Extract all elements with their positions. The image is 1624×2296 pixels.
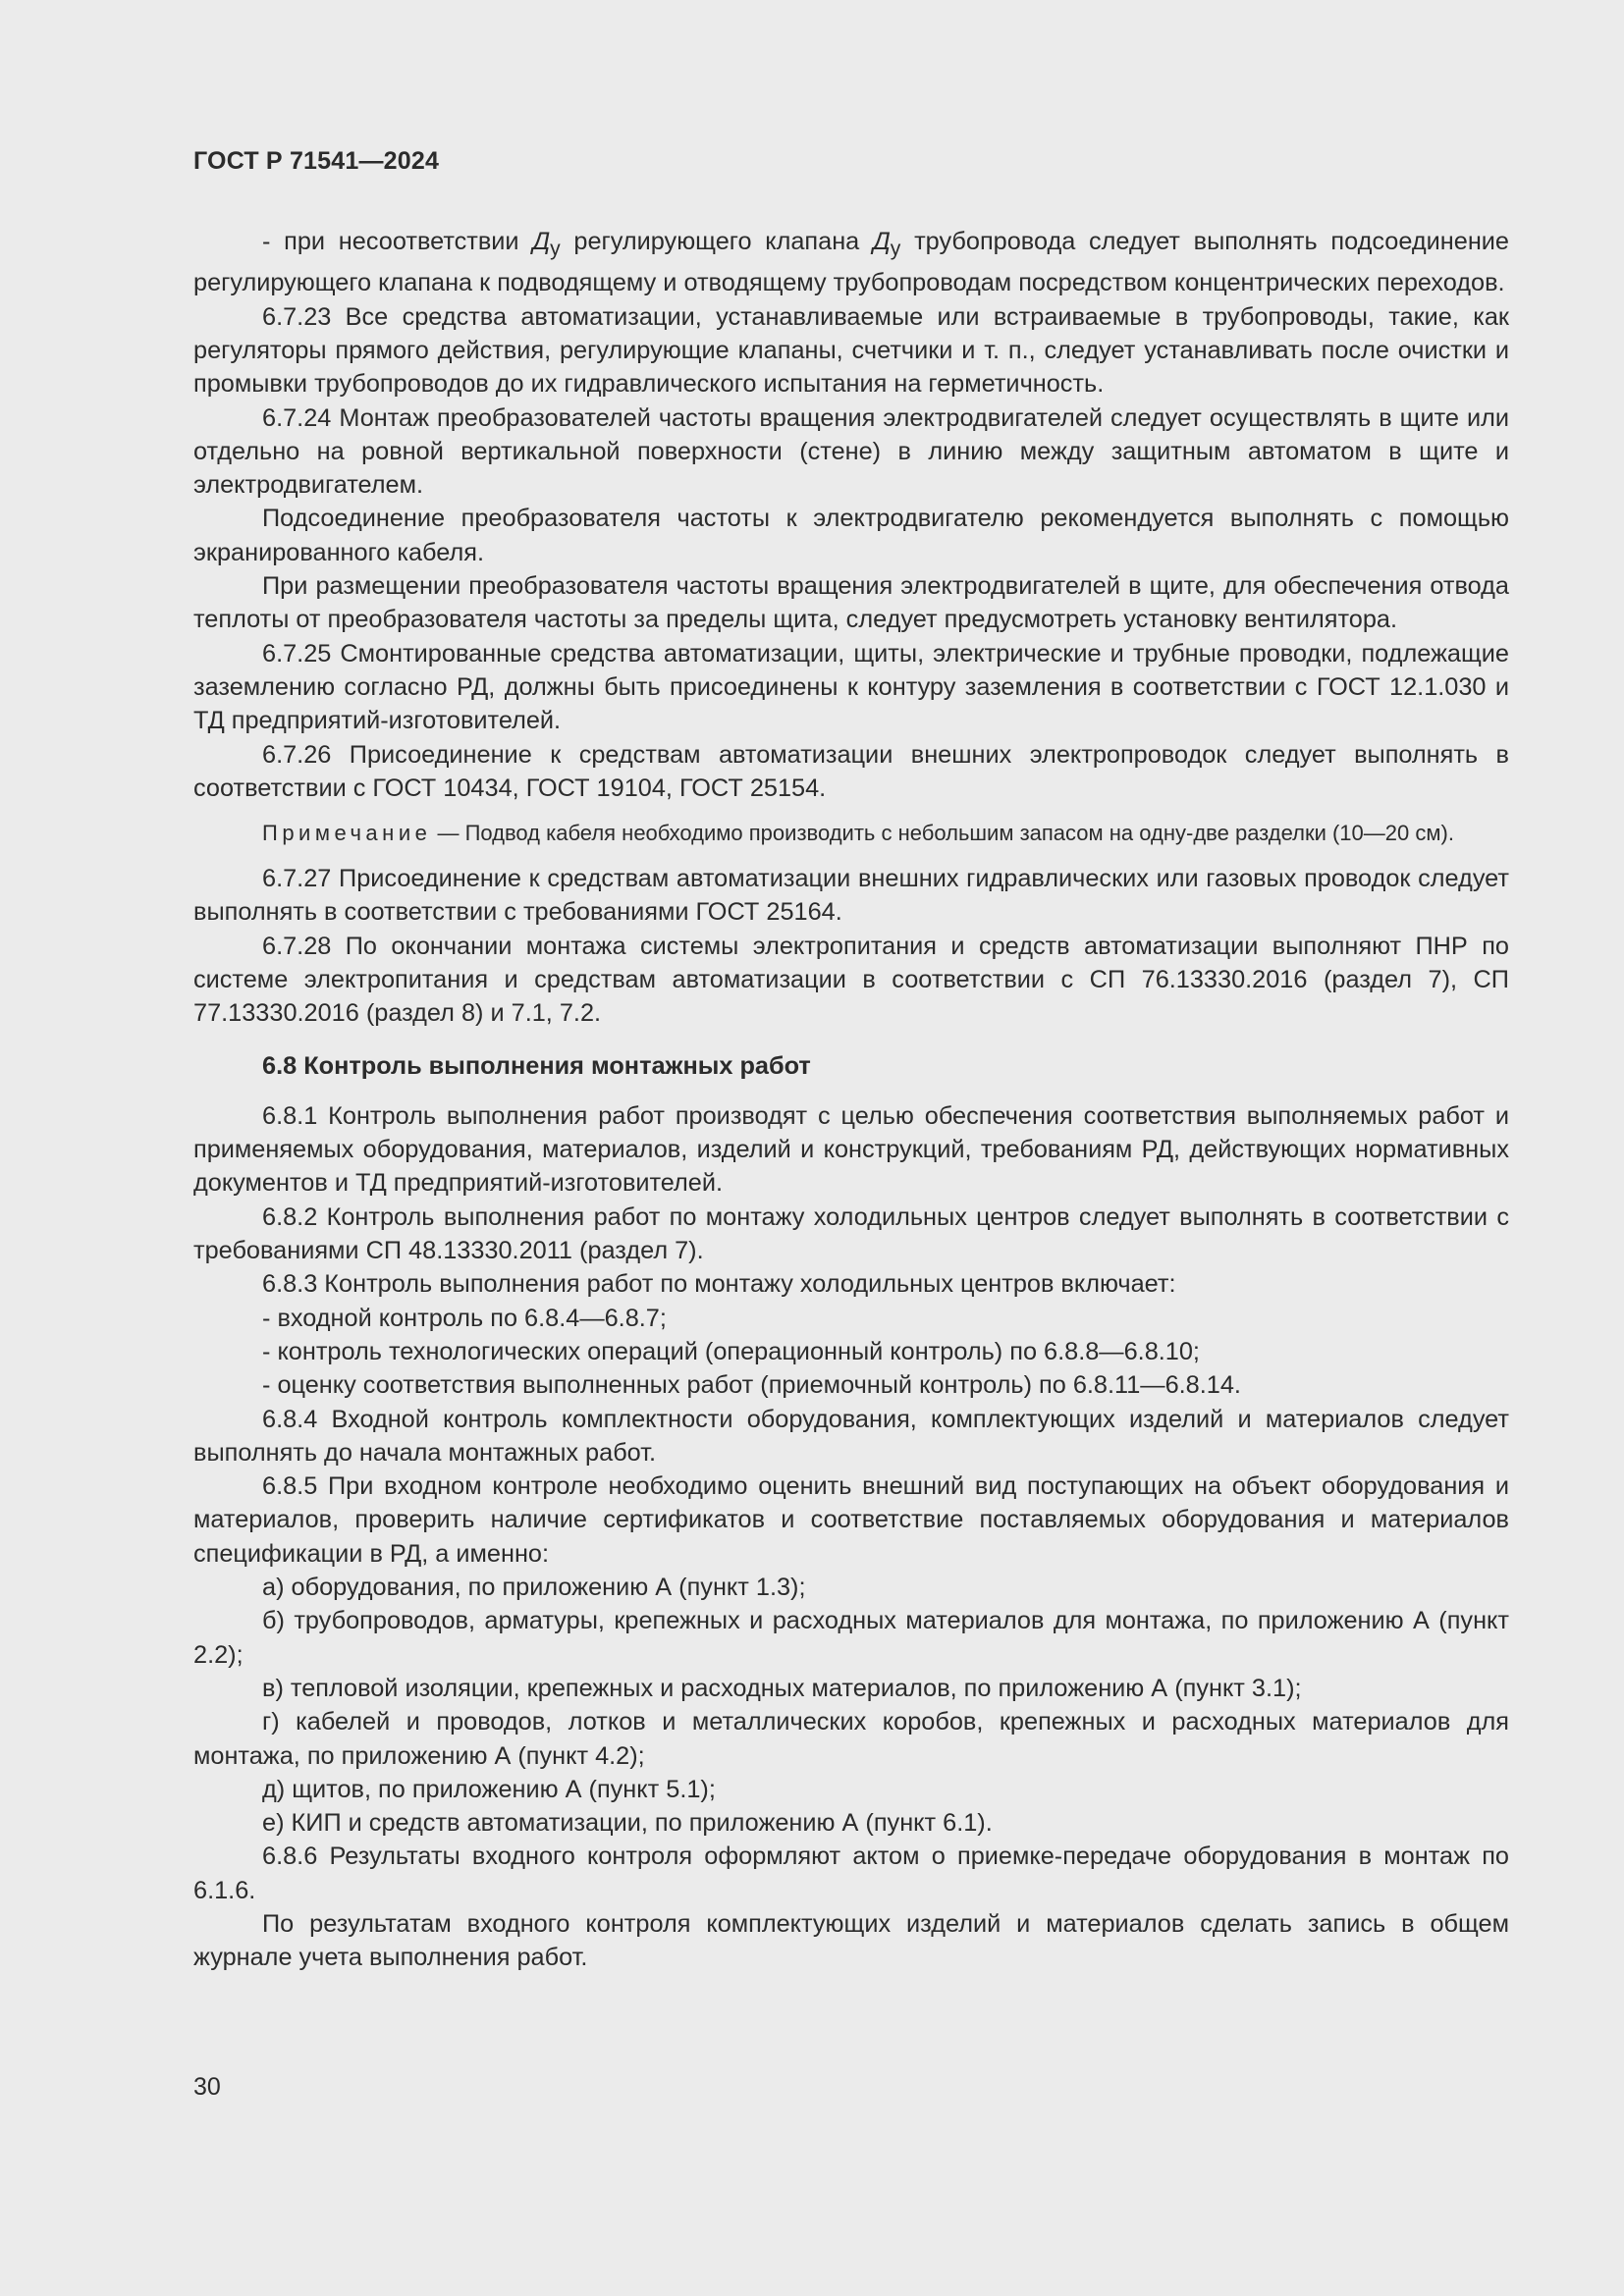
clause-6-7-27: 6.7.27 Присоединение к средствам автоматизации внешних гидравлических или газовых проводок следует выполнять в соответствии с требованиями ГОСТ 25164. <box>193 865 1509 927</box>
du-symbol: Д <box>532 228 551 255</box>
clause-6-8-4: 6.8.4 Входной контроль комплектности оборудования, комплектующих изделий и материалов следует выполнять до начала монтажных работ. <box>193 1405 1509 1467</box>
paragraph <box>193 225 1509 300</box>
paragraph: При размещении преобразователя частоты вращения электродвигателей в щите, для обеспечения отвода теплоты от преобразователя частоты за пределы щита, следует предусмотреть установку вентилятора. <box>193 572 1509 634</box>
document-body <box>193 225 1509 1975</box>
clause-6-8-5: 6.8.5 При входном контроле необходимо оценить внешний вид поступающих на объект оборудования и материалов, проверить наличие сертификатов и соответствие поставляемых оборудования и материалов спецификации в РД, а именно: <box>193 1472 1509 1568</box>
list-item: д) щитов, по приложению А (пункт 5.1); <box>262 1775 716 1803</box>
text-span: - при несоответствии <box>262 228 533 255</box>
clause-6-7-26: 6.7.26 Присоединение к средствам автоматизации внешних электропроводок следует выполнять в соответствии с ГОСТ 10434, ГОСТ 19104, ГОСТ 25154. <box>193 740 1509 802</box>
note <box>193 819 1509 848</box>
list-item: - входной контроль по 6.8.4—6.8.7; <box>262 1304 667 1332</box>
document-header: ГОСТ Р 71541—2024 <box>193 147 440 175</box>
text-span: регулирующего клапана <box>560 228 873 255</box>
note-label: Примечание <box>262 821 432 846</box>
clause-6-7-23: 6.7.23 Все средства автоматизации, устанавливаемые или встраиваемые в трубопроводы, такие, как регуляторы прямого действия, регулирующие клапаны, счетчики и т. п., следует устанавливать после очистки и промывки трубопроводов до их гидравлического испытания на герметичность. <box>193 302 1509 399</box>
clause-6-8-2: 6.8.2 Контроль выполнения работ по монтажу холодильных центров следует выполнять в соответствии с требованиями СП 48.13330.2011 (раздел 7). <box>193 1202 1509 1265</box>
list-item: е) КИП и средств автоматизации, по приложению А (пункт 6.1). <box>262 1809 993 1838</box>
clause-6-7-25: 6.7.25 Смонтированные средства автоматизации, щиты, электрические и трубные проводки, подлежащие заземлению согласно РД, должны быть присоединены к контуру заземления в соответствии с ГОСТ 12.1.030 и ТД предприятий-изготовителей. <box>193 639 1509 735</box>
list-item: г) кабелей и проводов, лотков и металлических коробов, крепежных и расходных материалов для монтажа, по приложению А (пункт 4.2); <box>193 1708 1509 1770</box>
clause-6-8-1: 6.8.1 Контроль выполнения работ производят с целью обеспечения соответствия выполняемых работ и применяемых оборудования, материалов, изделий и конструкций, требованиям РД, действующих нормативных документов и ТД предприятий-изготовителей. <box>193 1101 1509 1198</box>
du-subscript: у <box>890 238 901 261</box>
clause-6-7-28: 6.7.28 По окончании монтажа системы электропитания и средств автоматизации выполняют ПНР по системе электропитания и средствам автоматизации в соответствии с СП 76.13330.2016 (раздел 7), СП 77.13330.2016 (раздел 8) и 7.1, 7.2. <box>193 932 1509 1028</box>
note-text: — Подвод кабеля необходимо производить с небольшим запасом на одну-две разделки (10—20 см). <box>431 821 1454 846</box>
list-item: в) тепловой изоляции, крепежных и расходных материалов, по приложению А (пункт 3.1); <box>262 1674 1302 1702</box>
list-item: - оценку соответствия выполненных работ (приемочный контроль) по 6.8.11—6.8.14. <box>262 1371 1241 1400</box>
clause-6-7-24: 6.7.24 Монтаж преобразователей частоты вращения электродвигателей следует осуществлять в щите или отдельно на ровной вертикальной поверхности (стене) в линию между защитным автоматом в щите и электродвигателем. <box>193 403 1509 500</box>
clause-6-8-6: 6.8.6 Результаты входного контроля оформляют актом о приемке-передаче оборудования в монтаж по 6.1.6. <box>193 1842 1509 1904</box>
paragraph: Подсоединение преобразователя частоты к электродвигателю рекомендуется выполнять с помощью экранированного кабеля. <box>193 505 1509 566</box>
page-number: 30 <box>193 2073 221 2101</box>
list-item: б) трубопроводов, арматуры, крепежных и расходных материалов для монтажа, по приложению А (пункт 2.2); <box>193 1607 1509 1669</box>
du-subscript: у <box>550 238 561 261</box>
section-heading: 6.8 Контроль выполнения монтажных работ <box>262 1051 811 1080</box>
du-symbol: Д <box>872 228 891 255</box>
paragraph: По результатам входного контроля комплектующих изделий и материалов сделать запись в общем журнале учета выполнения работ. <box>193 1910 1509 1972</box>
list-item: - контроль технологических операций (операционный контроль) по 6.8.8—6.8.10; <box>262 1337 1200 1365</box>
text-span: трубопровода следует выполнять подсоединение регулирующего клапана к подводящему и отводящему трубопроводам посредством концентрических переходов. <box>193 228 1509 297</box>
list-item: а) оборудования, по приложению А (пункт 1.3); <box>262 1574 806 1602</box>
clause-6-8-3: 6.8.3 Контроль выполнения работ по монтажу холодильных центров включает: <box>262 1270 1176 1299</box>
